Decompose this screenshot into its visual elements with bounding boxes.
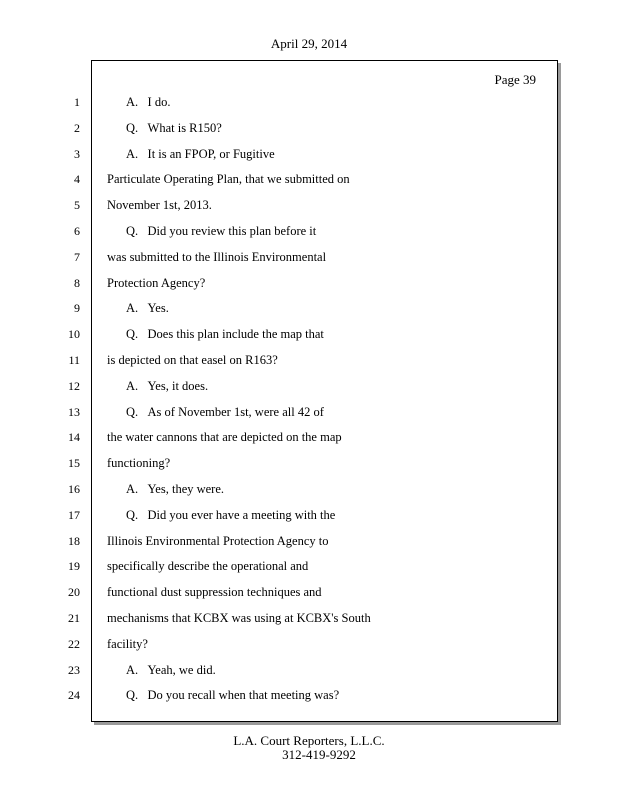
transcript-line: November 1st, 2013. [107, 198, 212, 212]
line-number: 19 [68, 559, 80, 573]
line-number: 4 [74, 172, 80, 186]
transcript-line: Q. Do you recall when that meeting was? [126, 688, 340, 702]
line-number: 6 [74, 224, 80, 238]
line-number: 12 [68, 379, 80, 393]
transcript-line: Q. As of November 1st, were all 42 of [126, 405, 324, 419]
line-number: 14 [68, 430, 80, 444]
line-number: 24 [68, 688, 80, 702]
line-number: 16 [68, 482, 80, 496]
transcript-line: A. Yeah, we did. [126, 663, 216, 677]
line-number: 8 [74, 276, 80, 290]
transcript-line: Protection Agency? [107, 276, 206, 290]
line-number: 23 [68, 663, 80, 677]
line-number: 17 [68, 508, 80, 522]
transcript-line: mechanisms that KCBX was using at KCBX's South [107, 611, 371, 625]
transcript-line: A. Yes, it does. [126, 379, 209, 393]
transcript-line: Particulate Operating Plan, that we submitted on [107, 172, 350, 186]
line-number: 3 [74, 147, 80, 161]
transcript-date: April 29, 2014 [270, 36, 348, 51]
line-number: 1 [74, 95, 80, 109]
line-number: 10 [68, 327, 80, 341]
transcript-line: Q. What is R150? [126, 121, 222, 135]
transcript-line: functional dust suppression techniques and [107, 585, 322, 599]
footer-company: L.A. Court Reporters, L.L.C. [233, 733, 385, 748]
transcript-line: A. Yes, they were. [126, 482, 225, 496]
line-number: 7 [74, 250, 80, 264]
transcript-line: Illinois Environmental Protection Agency to [107, 534, 329, 548]
transcript-line: specifically describe the operational and [107, 559, 309, 573]
transcript-line: is depicted on that easel on R163? [107, 353, 278, 367]
footer-phone: 312-419-9292 [282, 747, 356, 762]
line-number: 15 [68, 456, 80, 470]
transcript-line: A. I do. [126, 95, 171, 109]
transcript-line: A. It is an FPOP, or Fugitive [126, 147, 275, 161]
transcript-line: facility? [107, 637, 148, 651]
page-number: Page 39 [494, 72, 536, 87]
line-number: 18 [68, 534, 80, 548]
transcript-line: functioning? [107, 456, 171, 470]
line-number: 13 [68, 405, 80, 419]
line-number: 21 [68, 611, 80, 625]
line-number: 11 [68, 353, 80, 367]
transcript-line: A. Yes. [126, 301, 169, 315]
transcript-line: Q. Did you review this plan before it [126, 224, 317, 238]
transcript-line: Q. Does this plan include the map that [126, 327, 324, 341]
line-number: 9 [74, 301, 80, 315]
line-number: 20 [68, 585, 80, 599]
line-number: 2 [74, 121, 80, 135]
transcript-line: was submitted to the Illinois Environmental [107, 250, 327, 264]
transcript-line: Q. Did you ever have a meeting with the [126, 508, 336, 522]
line-number: 5 [74, 198, 80, 212]
line-number: 22 [68, 637, 80, 651]
transcript-line: the water cannons that are depicted on the map [107, 430, 342, 444]
